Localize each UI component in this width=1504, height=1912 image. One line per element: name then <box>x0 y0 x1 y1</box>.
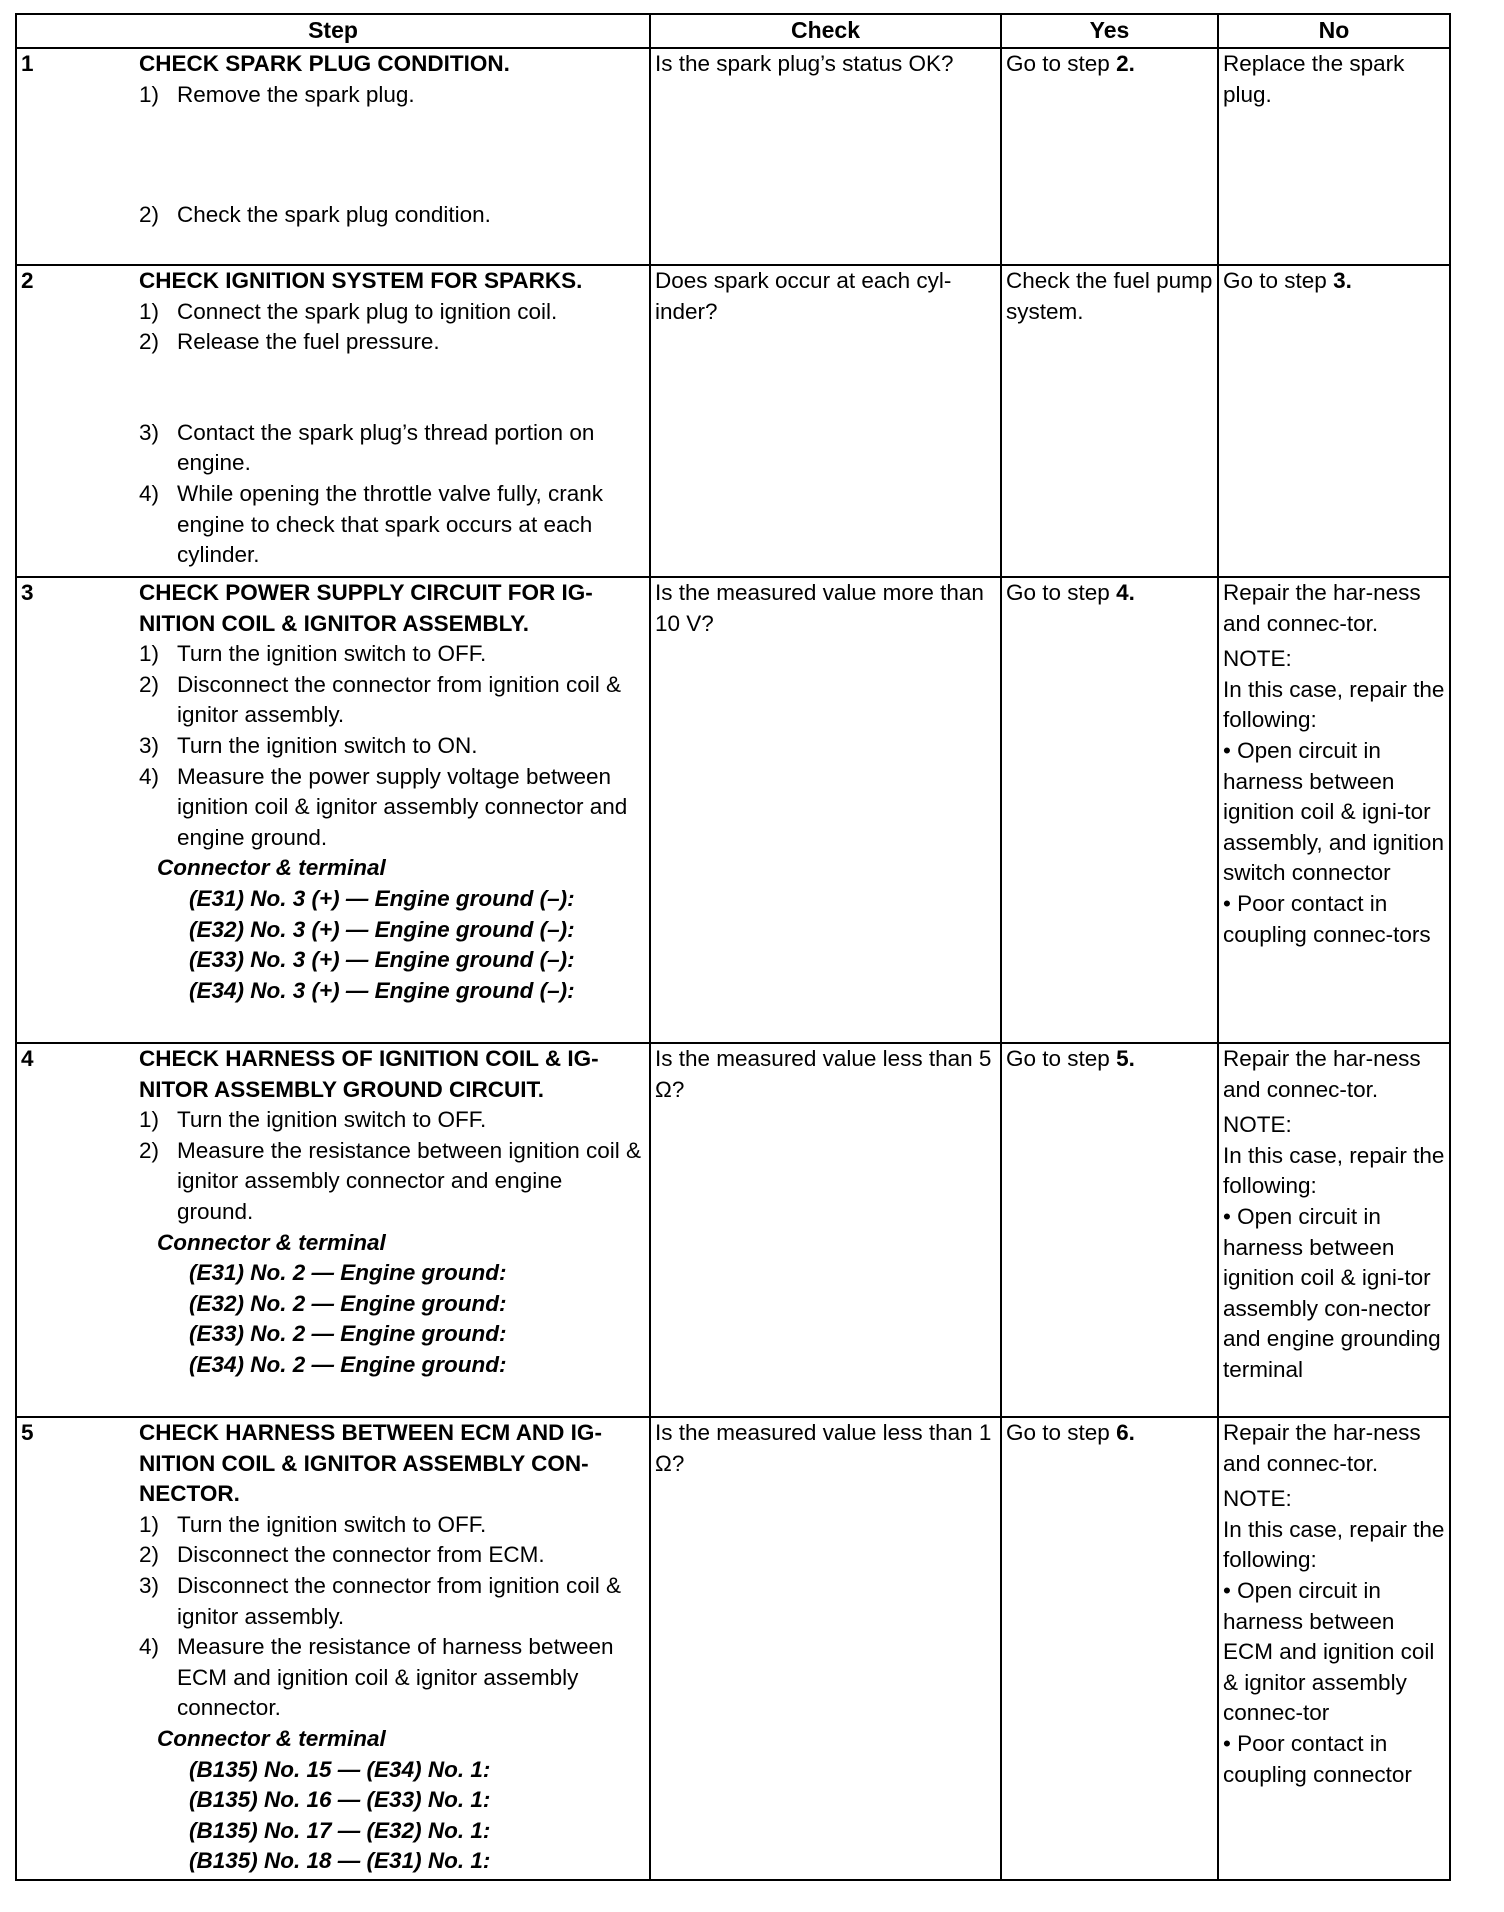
step-number: 4 <box>21 1046 34 1071</box>
connector-item: (B135) No. 16 — (E33) No. 1: <box>189 1787 491 1813</box>
check-cell: Is the measured value less than 1 Ω? <box>650 1417 1001 1880</box>
no-cell: Replace the spark plug. <box>1218 48 1450 265</box>
step-title: CHECK HARNESS BETWEEN ECM AND IG-NITION COIL & IGNITOR ASSEMBLY CON-NECTOR. <box>139 1420 602 1507</box>
yes-cell: Go to step 4. <box>1001 577 1218 1043</box>
step-cell <box>16 577 650 1043</box>
yes-cell: Check the fuel pump system. <box>1001 265 1218 577</box>
substep: 2) Disconnect the connector from ECM. <box>139 1542 545 1568</box>
connector-terminal-label: Connector & terminal <box>157 1725 386 1751</box>
table-row <box>16 265 1450 577</box>
step-number: 1 <box>21 51 34 76</box>
substep: 4) While opening the throttle valve fully, crank engine to check that spark occurs at each cylinder. <box>139 480 604 568</box>
step-cell <box>16 1043 650 1417</box>
diagnostic-table <box>15 13 1451 1881</box>
note-label: NOTE: <box>1223 1486 1292 1512</box>
step-number: 3 <box>21 580 34 605</box>
substep: 1) Turn the ignition switch to OFF. <box>139 1511 487 1537</box>
connector-item: (E31) No. 2 — Engine ground: <box>189 1260 507 1286</box>
step-title: CHECK POWER SUPPLY CIRCUIT FOR IG-NITION COIL & IGNITOR ASSEMBLY. <box>139 580 593 636</box>
connector-item: (B135) No. 17 — (E32) No. 1: <box>189 1817 491 1843</box>
substep: 4) Measure the power supply voltage between ignition coil & ignitor assembly connector and engine ground. <box>139 763 628 850</box>
substep: 4) Measure the resistance of harness between ECM and ignition coil & ignitor assembly connector. <box>139 1634 614 1721</box>
substep: 2) Measure the resistance between ignition coil & ignitor assembly connector and engine ground. <box>139 1137 642 1224</box>
substep: 3) Turn the ignition switch to ON. <box>139 732 478 758</box>
connector-terminal-label: Connector & terminal <box>157 1229 386 1255</box>
substep: 2) Release the fuel pressure. <box>139 329 440 355</box>
step-title: CHECK HARNESS OF IGNITION COIL & IG-NITOR ASSEMBLY GROUND CIRCUIT. <box>139 1046 599 1102</box>
step-number: 2 <box>21 268 34 293</box>
substep: 1) Remove the spark plug. <box>139 81 415 107</box>
bullet-item: • Poor contact in coupling connec-tors <box>1223 890 1431 947</box>
no-cell: Go to step 3. <box>1218 265 1450 577</box>
substep: 2) Check the spark plug condition. <box>139 202 491 228</box>
yes-cell: Go to step 2. <box>1001 48 1218 265</box>
yes-cell: Go to step 5. <box>1001 1043 1218 1417</box>
step-title: CHECK SPARK PLUG CONDITION. <box>139 51 510 76</box>
header-yes: Yes <box>1001 14 1218 48</box>
table-row <box>16 577 1450 1043</box>
connector-item: (E32) No. 2 — Engine ground: <box>189 1290 507 1316</box>
step-title: CHECK IGNITION SYSTEM FOR SPARKS. <box>139 268 583 293</box>
table-row <box>16 1417 1450 1880</box>
bullet-item: • Open circuit in harness between ignition coil & igni-tor assembly, and ignition switch connector <box>1223 737 1444 886</box>
step-cell <box>16 265 650 577</box>
connector-item: (E33) No. 3 (+) — Engine ground (–): <box>189 947 575 973</box>
substep: 2) Disconnect the connector from ignition coil & ignitor assembly. <box>139 671 621 728</box>
header-row <box>16 14 1450 48</box>
substep: 1) Connect the spark plug to ignition coil. <box>139 298 558 324</box>
connector-item: (E34) No. 2 — Engine ground: <box>189 1351 507 1377</box>
connector-item: (B135) No. 18 — (E31) No. 1: <box>189 1848 491 1874</box>
connector-item: (E31) No. 3 (+) — Engine ground (–): <box>189 885 575 911</box>
yes-cell: Go to step 6. <box>1001 1417 1218 1880</box>
substep: 1) Turn the ignition switch to OFF. <box>139 1107 487 1133</box>
check-cell: Is the measured value less than 5 Ω? <box>650 1043 1001 1417</box>
note-label: NOTE: <box>1223 1112 1292 1138</box>
no-cell: Repair the har-ness and connec-tor. NOTE: In this case, repair the following: • Open circuit in harness between ignition coil & igni-tor assembly con-nector and engine grounding terminal <box>1218 1043 1450 1417</box>
step-cell <box>16 48 650 265</box>
bullet-item: • Open circuit in harness between ignition coil & igni-tor assembly con-nector and engine grounding terminal <box>1223 1203 1441 1382</box>
check-cell: Is the spark plug’s status OK? <box>650 48 1001 265</box>
step-cell <box>16 1417 650 1880</box>
connector-item: (E32) No. 3 (+) — Engine ground (–): <box>189 916 575 942</box>
connector-item: (B135) No. 15 — (E34) No. 1: <box>189 1756 491 1782</box>
check-cell: Does spark occur at each cyl-inder? <box>650 265 1001 577</box>
header-step: Step <box>16 14 650 48</box>
no-cell: Repair the har-ness and connec-tor. NOTE: In this case, repair the following: • Open circuit in harness between ignition coil & igni-tor assembly, and ignition switch connector • Poor contact in coupling connec-tors <box>1218 577 1450 1043</box>
bullet-item: • Poor contact in coupling connector <box>1223 1730 1412 1787</box>
no-cell: Repair the har-ness and connec-tor. NOTE: In this case, repair the following: • Open circuit in harness between ECM and ignition coil & ignitor assembly connec-tor • Poor contact in coupling connector <box>1218 1417 1450 1880</box>
connector-terminal-label: Connector & terminal <box>157 855 386 881</box>
note-label: NOTE: <box>1223 646 1292 672</box>
header-check: Check <box>650 14 1001 48</box>
substep: 1) Turn the ignition switch to OFF. <box>139 641 487 667</box>
table-row <box>16 1043 1450 1417</box>
substep: 3) Contact the spark plug’s thread portion on engine. <box>139 419 595 476</box>
bullet-item: • Open circuit in harness between ECM and ignition coil & ignitor assembly connec-tor <box>1223 1577 1435 1726</box>
check-cell: Is the measured value more than 10 V? <box>650 577 1001 1043</box>
connector-item: (E34) No. 3 (+) — Engine ground (–): <box>189 977 575 1003</box>
step-number: 5 <box>21 1420 34 1445</box>
substep: 3) Disconnect the connector from ignition coil & ignitor assembly. <box>139 1572 621 1629</box>
table-row <box>16 48 1450 265</box>
connector-item: (E33) No. 2 — Engine ground: <box>189 1321 507 1347</box>
header-no: No <box>1218 14 1450 48</box>
